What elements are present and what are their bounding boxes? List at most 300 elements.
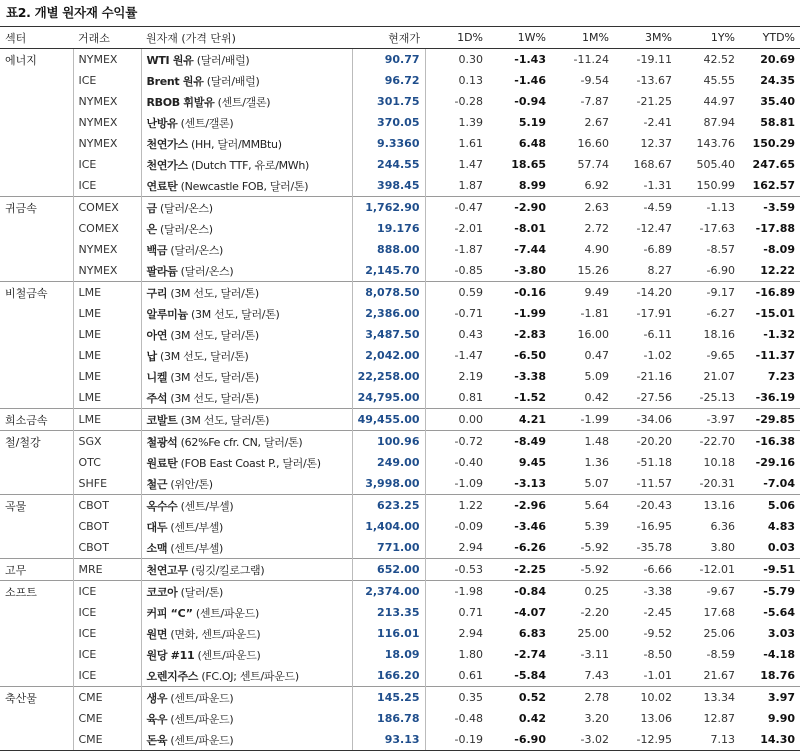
commodity-name: 철광석: [146, 435, 178, 449]
commodity-name: 코발트: [146, 413, 178, 427]
table-row: [0, 366, 800, 387]
return-1w-cell: -2.96: [488, 495, 551, 517]
commodity-cell: [141, 623, 352, 644]
return-3m-cell: -17.91: [636, 307, 672, 320]
return-1m-cell: 25.00: [577, 627, 609, 640]
return-1d-cell: 0.30: [458, 53, 483, 66]
table-row: [0, 581, 800, 603]
commodity-unit: (HH, 달러/MMBtu): [187, 137, 282, 151]
return-1d-cell: -0.19: [425, 729, 488, 751]
sector-cell: [0, 602, 73, 623]
return-1m-cell: 57.74: [577, 158, 609, 171]
price-cell: 244.55: [352, 154, 425, 175]
commodity-unit: (달러/온스): [177, 264, 234, 278]
table-row: [0, 91, 800, 112]
return-1m-cell: -3.02: [551, 729, 614, 751]
sector-cell: [0, 324, 73, 345]
exchange-cell: CME: [73, 708, 141, 729]
return-1d-cell: 2.94: [458, 541, 483, 554]
exchange-cell: COMEX: [73, 218, 141, 239]
commodity-unit: (센트/갤론): [214, 95, 271, 109]
price-cell: 249.00: [352, 452, 425, 473]
sector-cell: 귀금속: [0, 197, 73, 219]
table-row: [0, 537, 800, 559]
commodity-unit: (위안/톤): [167, 477, 213, 491]
return-1w-cell: 9.45: [518, 456, 546, 469]
commodity-unit: (3M 선도, 달러/톤): [167, 370, 259, 384]
return-1m-cell: 6.92: [584, 179, 609, 192]
return-ytd-cell: 7.23: [767, 370, 795, 383]
return-ytd-cell: 0.03: [767, 541, 795, 554]
return-1y-cell: 17.68: [703, 606, 735, 619]
commodity-name: 소맥: [146, 541, 168, 555]
commodity-cell: [141, 91, 352, 112]
return-1y-cell: -8.57: [706, 243, 735, 256]
sector-cell: [0, 665, 73, 687]
commodity-unit: (센트/파운드): [167, 733, 234, 747]
return-1d-cell: -0.28: [454, 95, 483, 108]
return-1d-cell: -2.01: [454, 222, 483, 235]
commodity-unit: (FC.OJ; 센트/파운드): [198, 669, 299, 683]
return-1w-cell: -7.44: [514, 243, 546, 256]
return-1d-cell: -0.53: [425, 559, 488, 581]
return-1w-cell: -5.84: [514, 669, 546, 682]
commodity-unit: (센트/부셸): [177, 499, 234, 513]
return-1m-cell: 7.43: [584, 669, 609, 682]
return-1m-cell: 5.09: [584, 370, 609, 383]
return-1m-cell: 5.39: [584, 520, 609, 533]
return-3m-cell: -51.18: [636, 456, 672, 469]
return-3m-cell: 13.06: [640, 712, 672, 725]
exchange-cell: NYMEX: [73, 49, 141, 71]
price-cell: 623.25: [352, 495, 425, 517]
return-1m-cell: 2.67: [584, 116, 609, 129]
return-1w-cell: -3.13: [514, 477, 546, 490]
commodity-unit: (달러/온스): [167, 243, 224, 257]
return-1w-cell: -2.74: [514, 648, 546, 661]
commodity-name: 천연고무: [146, 563, 188, 577]
return-3m-cell: -6.66: [614, 559, 677, 581]
table-row: [0, 687, 800, 709]
commodity-cell: [141, 133, 352, 154]
return-3m-cell: -34.06: [614, 409, 677, 431]
return-1d-cell: 1.80: [458, 648, 483, 661]
commodity-name: 오렌지주스: [146, 669, 199, 683]
return-1w-cell: 6.48: [518, 137, 546, 150]
exchange-cell: ICE: [73, 665, 141, 687]
return-1m-cell: -11.24: [573, 53, 609, 66]
commodity-unit: (3M 선도, 달러/톤): [187, 307, 280, 321]
sector-cell: 축산물: [0, 687, 73, 709]
commodity-unit: (면화, 센트/파운드): [167, 627, 261, 641]
return-1w-cell: -1.43: [514, 53, 546, 66]
price-cell: 9.3360: [352, 133, 425, 154]
sector-cell: 비철금속: [0, 282, 73, 304]
return-ytd-cell: -5.79: [740, 581, 800, 603]
return-1m-cell: -1.99: [551, 409, 614, 431]
return-1m-cell: 2.78: [551, 687, 614, 709]
commodity-cell: [141, 218, 352, 239]
return-3m-cell: -11.57: [636, 477, 672, 490]
return-1m-cell: -1.81: [580, 307, 609, 320]
commodity-cell: [141, 70, 352, 91]
table-row: [0, 303, 800, 324]
return-1y-cell: 3.80: [710, 541, 735, 554]
price-cell: 2,386.00: [352, 303, 425, 324]
return-1d-cell: -0.71: [454, 307, 483, 320]
return-3m-cell: -8.50: [643, 648, 672, 661]
table-row: [0, 154, 800, 175]
commodity-cell: [141, 366, 352, 387]
return-1y-cell: -8.59: [706, 648, 735, 661]
return-1m-cell: -2.20: [580, 606, 609, 619]
return-1d-cell: 0.35: [425, 687, 488, 709]
sector-cell: [0, 387, 73, 409]
return-1d-cell: 1.61: [458, 137, 483, 150]
return-ytd-cell: -5.64: [763, 606, 795, 619]
price-cell: 166.20: [352, 665, 425, 687]
return-1w-cell: -8.49: [488, 431, 551, 453]
return-1w-cell: -4.07: [514, 606, 546, 619]
sector-cell: [0, 70, 73, 91]
commodity-unit: (센트/파운드): [194, 648, 261, 662]
sector-cell: [0, 175, 73, 197]
commodity-unit: (FOB East Coast P., 달러/톤): [177, 456, 321, 470]
return-1y-cell: -12.01: [677, 559, 740, 581]
return-1w-cell: -6.50: [514, 349, 546, 362]
return-ytd-cell: 247.65: [752, 158, 795, 171]
exchange-cell: NYMEX: [73, 91, 141, 112]
return-1m-cell: 16.00: [577, 328, 609, 341]
exchange-cell: NYMEX: [73, 112, 141, 133]
table-row: [0, 473, 800, 495]
commodity-name: 천연가스: [146, 137, 188, 151]
commodity-name: 백금: [146, 243, 168, 257]
commodity-unit: (달러/온스): [156, 222, 213, 236]
sector-cell: [0, 623, 73, 644]
commodity-name: 니켈: [146, 370, 168, 384]
return-ytd-cell: 5.06: [740, 495, 800, 517]
return-ytd-cell: -9.51: [740, 559, 800, 581]
commodity-name: 원료탄: [146, 456, 178, 470]
exchange-cell: LME: [73, 282, 141, 304]
price-cell: 19.176: [352, 218, 425, 239]
sector-cell: [0, 537, 73, 559]
commodity-name: 알루미늄: [146, 307, 188, 321]
price-cell: 2,042.00: [352, 345, 425, 366]
return-ytd-cell: 12.22: [760, 264, 795, 277]
return-1w-cell: -0.94: [514, 95, 546, 108]
table-row: [0, 623, 800, 644]
exchange-cell: LME: [73, 366, 141, 387]
commodity-name: 납: [146, 349, 157, 363]
table-row: [0, 387, 800, 409]
commodity-returns-table: [0, 26, 800, 751]
table-row: [0, 49, 800, 71]
return-1d-cell: 0.61: [458, 669, 483, 682]
return-1d-cell: -1.09: [454, 477, 483, 490]
price-cell: 1,404.00: [352, 516, 425, 537]
return-1y-cell: 21.07: [703, 370, 735, 383]
price-cell: 1,762.90: [352, 197, 425, 219]
sector-cell: [0, 345, 73, 366]
return-ytd-cell: 9.90: [767, 712, 795, 725]
return-1y-cell: 21.67: [703, 669, 735, 682]
sector-cell: [0, 708, 73, 729]
return-1d-cell: -0.40: [454, 456, 483, 469]
table-row: [0, 559, 800, 581]
return-1d-cell: 0.00: [425, 409, 488, 431]
table-row: [0, 282, 800, 304]
commodity-name: 육우: [146, 712, 168, 726]
price-cell: 90.77: [352, 49, 425, 71]
return-3m-cell: -1.01: [643, 669, 672, 682]
commodity-unit: (Dutch TTF, 유로/MWh): [187, 158, 310, 172]
sector-cell: [0, 644, 73, 665]
table-row: [0, 452, 800, 473]
table-row: [0, 197, 800, 219]
return-1m-cell: -7.87: [580, 95, 609, 108]
commodity-cell: [141, 665, 352, 687]
return-ytd-cell: -16.89: [740, 282, 800, 304]
return-1m-cell: 15.26: [577, 264, 609, 277]
exchange-cell: LME: [73, 387, 141, 409]
price-cell: 100.96: [352, 431, 425, 453]
return-1y-cell: -9.17: [677, 282, 740, 304]
exchange-cell: SHFE: [73, 473, 141, 495]
return-ytd-cell: 58.81: [760, 116, 795, 129]
sector-cell: 고무: [0, 559, 73, 581]
return-ytd-cell: -1.32: [763, 328, 795, 341]
table-title: 표2. 개별 원자재 수익률: [6, 5, 137, 20]
return-3m-cell: -21.25: [636, 95, 672, 108]
return-1m-cell: 0.42: [584, 391, 609, 404]
price-cell: 116.01: [352, 623, 425, 644]
commodity-cell: [141, 409, 352, 431]
return-1y-cell: 25.06: [703, 627, 735, 640]
commodity-cell: [141, 154, 352, 175]
return-1y-cell: -6.90: [706, 264, 735, 277]
return-ytd-cell: 150.29: [752, 137, 795, 150]
sector-cell: [0, 239, 73, 260]
exchange-cell: NYMEX: [73, 239, 141, 260]
commodity-name: RBOB 휘발유: [146, 95, 215, 109]
commodity-cell: [141, 324, 352, 345]
exchange-cell: NYMEX: [73, 133, 141, 154]
return-3m-cell: -4.59: [614, 197, 677, 219]
return-1w-cell: 8.99: [518, 179, 546, 192]
commodity-cell: [141, 644, 352, 665]
table-row: [0, 345, 800, 366]
return-1m-cell: -3.11: [580, 648, 609, 661]
commodity-unit: (3M 선도, 달러/톤): [167, 391, 259, 405]
return-1y-cell: 7.13: [677, 729, 740, 751]
return-ytd-cell: 20.69: [760, 53, 795, 66]
exchange-cell: COMEX: [73, 197, 141, 219]
header-1d: 1D%: [425, 27, 488, 49]
price-cell: 370.05: [352, 112, 425, 133]
price-cell: 22,258.00: [352, 366, 425, 387]
return-1d-cell: 1.87: [458, 179, 483, 192]
return-1m-cell: -5.92: [551, 559, 614, 581]
commodity-cell: [141, 175, 352, 197]
return-1d-cell: -1.87: [454, 243, 483, 256]
return-1y-cell: -20.31: [699, 477, 735, 490]
sector-cell: [0, 112, 73, 133]
return-3m-cell: -19.11: [636, 53, 672, 66]
sector-cell: [0, 473, 73, 495]
exchange-cell: LME: [73, 324, 141, 345]
return-1y-cell: 42.52: [703, 53, 735, 66]
return-1y-cell: 87.94: [703, 116, 735, 129]
sector-cell: 곡물: [0, 495, 73, 517]
return-1w-cell: -3.46: [514, 520, 546, 533]
return-1d-cell: -1.98: [425, 581, 488, 603]
return-1w-cell: -2.90: [488, 197, 551, 219]
header-ytd: YTD%: [740, 27, 800, 49]
price-cell: 301.75: [352, 91, 425, 112]
commodity-unit: (Newcastle FOB, 달러/톤): [177, 179, 309, 193]
commodity-name: 아연: [146, 328, 168, 342]
return-1d-cell: 0.43: [458, 328, 483, 341]
return-1m-cell: 0.47: [584, 349, 609, 362]
exchange-cell: ICE: [73, 70, 141, 91]
commodity-name: 생우: [146, 691, 168, 705]
commodity-name: 돈육: [146, 733, 168, 747]
return-3m-cell: -1.02: [643, 349, 672, 362]
return-1w-cell: -3.80: [514, 264, 546, 277]
commodity-name: 팔라듐: [146, 264, 178, 278]
commodity-cell: [141, 260, 352, 282]
exchange-cell: LME: [73, 303, 141, 324]
sector-cell: [0, 260, 73, 282]
price-cell: 8,078.50: [352, 282, 425, 304]
commodity-cell: [141, 197, 352, 219]
price-cell: 3,487.50: [352, 324, 425, 345]
commodity-cell: [141, 431, 352, 453]
return-1w-cell: -6.26: [514, 541, 546, 554]
sector-cell: [0, 452, 73, 473]
commodity-unit: (달러/톤): [177, 585, 224, 599]
commodity-unit: (센트/파운드): [192, 606, 259, 620]
return-ytd-cell: 162.57: [752, 179, 795, 192]
commodity-cell: [141, 282, 352, 304]
commodity-unit: (센트/파운드): [167, 712, 234, 726]
table-row: [0, 644, 800, 665]
commodity-name: 옥수수: [146, 499, 178, 513]
header-sector: 섹터: [0, 27, 73, 49]
return-1y-cell: -6.27: [706, 307, 735, 320]
commodity-unit: (3M 선도, 달러/톤): [177, 413, 270, 427]
exchange-cell: NYMEX: [73, 260, 141, 282]
header-price: 현재가: [352, 27, 425, 49]
return-ytd-cell: -16.38: [740, 431, 800, 453]
commodity-cell: [141, 495, 352, 517]
return-1y-cell: 143.76: [696, 137, 735, 150]
return-1d-cell: 2.19: [458, 370, 483, 383]
exchange-cell: LME: [73, 409, 141, 431]
table-row: [0, 729, 800, 751]
sector-cell: [0, 729, 73, 751]
return-1m-cell: 2.72: [584, 222, 609, 235]
return-1m-cell: 1.36: [584, 456, 609, 469]
return-3m-cell: -2.45: [643, 606, 672, 619]
return-1y-cell: -3.97: [677, 409, 740, 431]
return-3m-cell: -16.95: [636, 520, 672, 533]
return-1y-cell: 44.97: [703, 95, 735, 108]
sector-cell: 철/철강: [0, 431, 73, 453]
header-1m: 1M%: [551, 27, 614, 49]
return-ytd-cell: -7.04: [763, 477, 795, 490]
return-1y-cell: 45.55: [703, 74, 735, 87]
return-ytd-cell: -29.16: [755, 456, 795, 469]
commodity-unit: (3M 선도, 달러/톤): [156, 349, 249, 363]
commodity-unit: (3M 선도, 달러/톤): [167, 328, 259, 342]
commodity-name: 은: [146, 222, 157, 236]
return-ytd-cell: 3.97: [740, 687, 800, 709]
commodity-unit: (센트/갤론): [177, 116, 234, 130]
return-1d-cell: 0.59: [425, 282, 488, 304]
price-cell: 888.00: [352, 239, 425, 260]
sector-cell: 희소금속: [0, 409, 73, 431]
return-1d-cell: -0.85: [454, 264, 483, 277]
return-1y-cell: -22.70: [677, 431, 740, 453]
table-body: [0, 49, 800, 751]
exchange-cell: CME: [73, 729, 141, 751]
price-cell: 93.13: [352, 729, 425, 751]
table-row: [0, 708, 800, 729]
return-ytd-cell: 18.76: [760, 669, 795, 682]
price-cell: 3,998.00: [352, 473, 425, 495]
return-1y-cell: -17.63: [699, 222, 735, 235]
exchange-cell: ICE: [73, 602, 141, 623]
return-1d-cell: -0.72: [425, 431, 488, 453]
price-cell: 2,374.00: [352, 581, 425, 603]
commodity-unit: (62%Fe cfr. CN, 달러/톤): [177, 435, 303, 449]
return-1y-cell: 6.36: [710, 520, 735, 533]
return-3m-cell: -27.56: [636, 391, 672, 404]
return-3m-cell: -9.52: [643, 627, 672, 640]
return-ytd-cell: -11.37: [755, 349, 795, 362]
price-cell: 18.09: [352, 644, 425, 665]
return-1w-cell: -0.84: [488, 581, 551, 603]
return-3m-cell: 168.67: [633, 158, 672, 171]
commodity-unit: (3M 선도, 달러/톤): [167, 286, 259, 300]
exchange-cell: ICE: [73, 581, 141, 603]
return-1w-cell: -1.52: [514, 391, 546, 404]
commodity-name: 커피 “C”: [146, 606, 193, 620]
return-1w-cell: 18.65: [511, 158, 546, 171]
price-cell: 96.72: [352, 70, 425, 91]
exchange-cell: OTC: [73, 452, 141, 473]
commodity-unit: (달러/배럴): [203, 74, 260, 88]
return-3m-cell: -2.41: [643, 116, 672, 129]
return-3m-cell: -20.20: [614, 431, 677, 453]
commodity-unit: (센트/부셸): [167, 520, 224, 534]
return-1d-cell: 2.94: [458, 627, 483, 640]
return-1w-cell: -0.16: [488, 282, 551, 304]
commodity-name: 원면: [146, 627, 168, 641]
return-1m-cell: 16.60: [577, 137, 609, 150]
return-1y-cell: -9.65: [706, 349, 735, 362]
return-ytd-cell: -36.19: [755, 391, 795, 404]
return-1y-cell: -1.13: [677, 197, 740, 219]
return-1m-cell: 2.63: [551, 197, 614, 219]
table-row: [0, 133, 800, 154]
return-ytd-cell: 14.30: [740, 729, 800, 751]
commodity-name: 코코아: [146, 585, 178, 599]
table-row: [0, 431, 800, 453]
